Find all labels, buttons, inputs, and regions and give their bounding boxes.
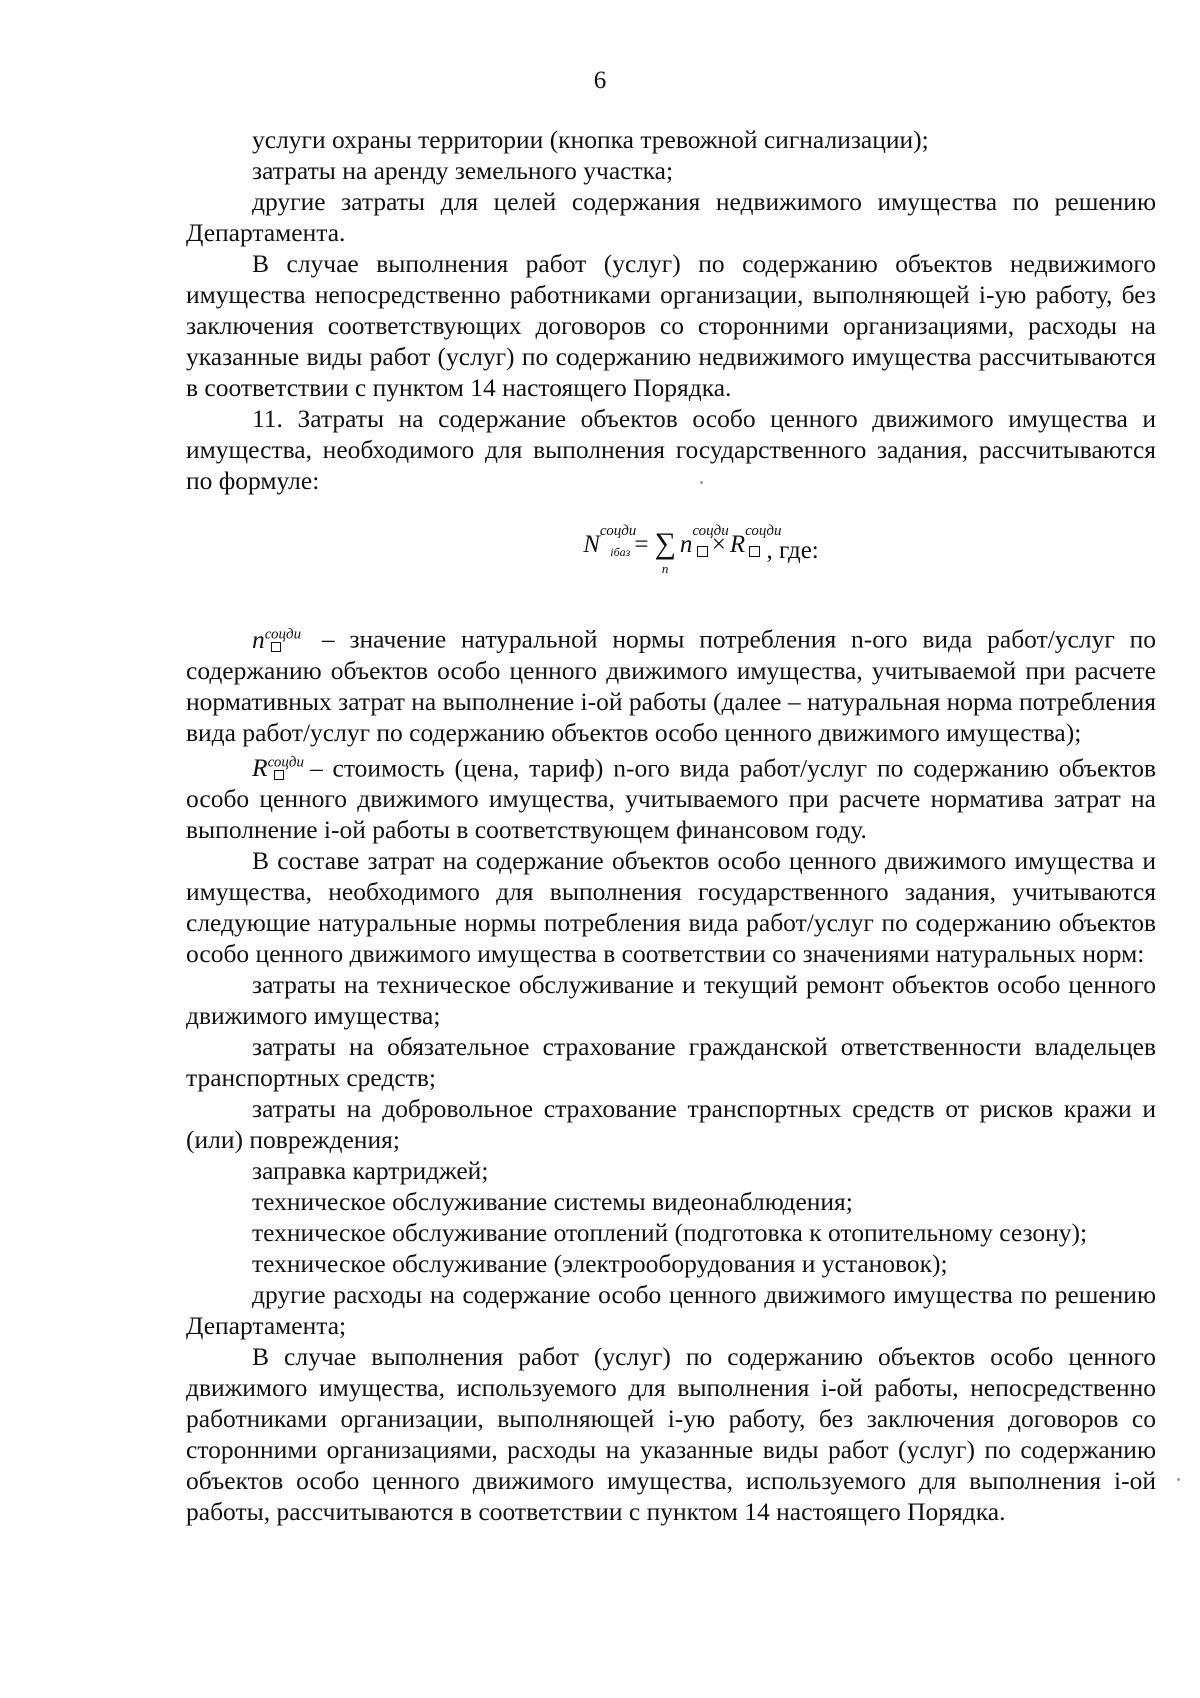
formula-lhs — [583, 523, 637, 559]
formula-lhs-symbol: N — [583, 531, 600, 558]
formula-equals: = — [634, 531, 649, 558]
formula-times: × — [711, 531, 726, 558]
list-item-cartridge-refill: заправка картриджей; — [252, 1156, 489, 1185]
formula-where: , где: — [766, 537, 819, 564]
list-item-voluntary-insurance: затраты на добровольное страхование транспортных средств от рисков кражи и (или) повреждения; — [186, 1094, 1156, 1154]
formula-sum — [654, 527, 676, 576]
formula-lhs-subscript: iбаз — [610, 545, 631, 559]
term-r-superscript: соцди — [745, 523, 782, 539]
list-item-mandatory-insurance: затраты на обязательное страхование гражданской ответственности владельцев транспортных средств; — [186, 1032, 1156, 1092]
definition-r-symbol: $R^{соцди}$ — [252, 753, 304, 782]
page-number: 6 — [593, 67, 607, 94]
paragraph-own-staff-real-estate: В случае выполнения работ (услуг) по содержанию объектов недвижимого имущества непосредственно работниками организации, выполняющей i-ую работу, без заключения соответствующих договоров со сторонними организациями, расходы на указанные виды работ (услуг) по содержанию недвижимого имущества рассчитываются в соответствии с пунктом 14 настоящего Порядка. — [186, 249, 1156, 402]
list-item-other-expenses: другие расходы на содержание особо ценного движимого имущества по решению Департамента; — [186, 1280, 1156, 1340]
list-item-maintenance-repair: затраты на техническое обслуживание и текущий ремонт объектов особо ценного движимого имущества; — [186, 970, 1156, 1030]
placeholder-box-icon — [274, 770, 284, 780]
paragraph-own-staff-movable: В случае выполнения работ (услуг) по содержанию объектов особо ценного движимого имущества, используемого для выполнения i-ой работы, непосредственно работниками организации, выполняющей i-ую работу, без заключения договоров со сторонними организациями, расходы на указанные виды работ (услуг) по содержанию объектов особо ценного движимого имущества, используемого для выполнения i-ой работы, рассчитываются в соответствии с пунктом 14 настоящего Порядка. — [186, 1342, 1156, 1526]
paragraph-section-11: 11. Затраты на содержание объектов особо ценного движимого имущества и имущества, необходимого для выполнения государственного задания, рассчитываются по формуле: — [186, 404, 1156, 495]
paragraph-security-services: услуги охраны территории (кнопка тревожной сигнализации); — [252, 125, 929, 154]
paragraph-cost-composition: В составе затрат на содержание объектов особо ценного движимого имущества и имущества, необходимого для выполнения государственного задания, учитываются следующие натуральные нормы потребления вида работ/услуг по содержанию объектов особо ценного движимого имущества в соответствии со значениями натуральных норм: — [186, 846, 1156, 968]
placeholder-box-icon — [271, 642, 281, 652]
cost-formula — [246, 523, 1156, 576]
list-item-electrical: техническое обслуживание (электрооборудования и установок); — [252, 1249, 948, 1278]
formula-term-n — [679, 523, 729, 558]
formula-term-r — [729, 523, 782, 558]
sum-symbol: ∑ — [654, 527, 676, 560]
document-body — [186, 124, 1156, 1527]
definition-n-text: – значение натуральной нормы потребления n-ого вида работ/услуг по содержанию объектов особо ценного движимого имущества, учитываемой при расчете нормативных затрат на выполнение i-ой работы (далее – натуральная норма потребления вида работ/услуг по содержанию объектов особо ценного движимого имущества); — [186, 624, 1156, 747]
definition-n — [186, 619, 1156, 748]
scan-artifact — [1177, 1478, 1180, 1481]
sum-index: n — [661, 561, 669, 576]
list-item-heating: техническое обслуживание отоплений (подготовка к отопительному сезону); — [252, 1218, 1088, 1247]
placeholder-box-icon — [697, 546, 708, 557]
definition-r — [186, 748, 1156, 846]
formula-lhs-superscript: соцди — [599, 523, 637, 539]
paragraph-land-rent: затраты на аренду земельного участка; — [252, 156, 674, 185]
term-n-superscript: соцди — [692, 523, 729, 539]
placeholder-box-icon — [749, 546, 760, 557]
term-r-symbol: R — [729, 531, 746, 558]
definition-r-text: – стоимость (цена, тариф) n-ого вида работ/услуг по содержанию объектов особо ценного движимого имущества, учитываемого при расчете норматива затрат на выполнение i-ой работы в соответствующем финансовом году. — [186, 753, 1156, 844]
scan-artifact — [700, 481, 703, 484]
definition-n-symbol: $n^{соцди}$ — [252, 624, 302, 654]
list-item-video-surveillance: техническое обслуживание системы видеонаблюдения; — [252, 1187, 853, 1216]
term-n-symbol: n — [679, 531, 693, 558]
paragraph-other-costs: другие затраты для целей содержания недвижимого имущества по решению Департамента. — [186, 187, 1156, 247]
